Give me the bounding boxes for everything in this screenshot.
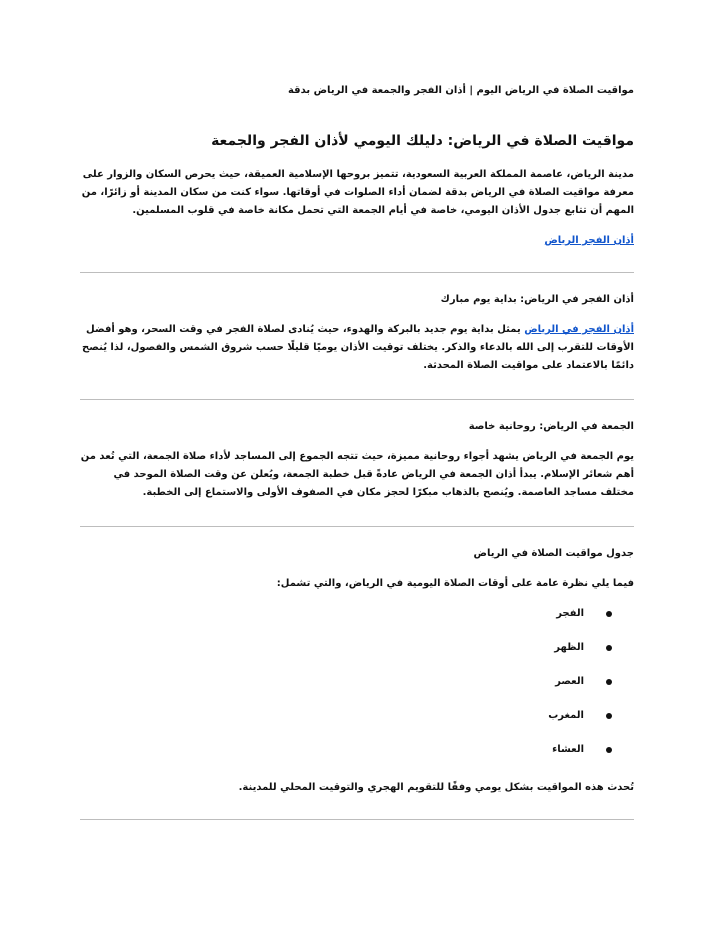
document-content: [80, 84, 634, 820]
section-divider: [80, 819, 634, 820]
bullet-icon: [606, 747, 612, 753]
fajr-paragraph: [80, 321, 634, 375]
schedule-section-title: جدول مواقيت الصلاة في الرياض: [473, 548, 634, 559]
fajr-inline-link[interactable]: أذان الفجر في الرياض: [524, 324, 634, 335]
list-item: [80, 743, 584, 777]
schedule-closing: تُحدث هذه المواقيت بشكل يومي وفقًا للتقويم الهجري والتوقيت المحلي للمدينة.: [238, 782, 634, 793]
bullet-icon: [606, 679, 612, 685]
list-item: [80, 641, 584, 675]
prayer-name: المغرب: [548, 710, 584, 721]
section-divider: [80, 272, 634, 273]
document-heading: مواقيت الصلاة في الرياض اليوم | أذان الفجر والجمعة في الرياض بدقة: [287, 85, 634, 96]
bullet-icon: [606, 713, 612, 719]
bullet-icon: [606, 645, 612, 651]
schedule-lead: فيما يلي نظرة عامة على أوقات الصلاة اليومية في الرياض، والتي تشمل:: [276, 578, 634, 589]
bullet-icon: [606, 611, 612, 617]
fajr-section-title: أذان الفجر في الرياض: بداية يوم مبارك: [440, 294, 634, 305]
page-title: مواقيت الصلاة في الرياض: دليلك اليومي لأذان الفجر والجمعة: [211, 133, 634, 149]
prayer-name: العصر: [555, 676, 584, 687]
section-divider: [80, 399, 634, 400]
prayer-name: الظهر: [554, 642, 584, 653]
prayer-list: [80, 607, 634, 777]
prayer-name: العشاء: [552, 744, 584, 755]
friday-section-title: الجمعة في الرياض: روحانية خاصة: [468, 421, 634, 432]
list-item: [80, 607, 584, 641]
section-divider: [80, 526, 634, 527]
intro-paragraph: مدينة الرياض، عاصمة المملكة العربية السعودية، تتميز بروحها الإسلامية العميقة، حيث يحرص السكان والزوار على معرفة مواقيت الصلاة في الرياض بدقة لضمان أداء الصلوات في أوقاتها. سواء كنت من سكان المدينة أو زائرًا، من المهم أن تتابع جدول الأذان اليومي، خاصة في أيام الجمعة التي تحمل مكانة خاصة في قلوب المسلمين.: [81, 169, 634, 216]
intro-link-line: [80, 234, 634, 248]
prayer-name: الفجر: [556, 608, 584, 619]
fajr-riyadh-link[interactable]: أذان الفجر الرياض: [544, 235, 634, 246]
friday-paragraph: يوم الجمعة في الرياض يشهد أجواء روحانية مميزة، حيث تتجه الجموع إلى المساجد لأداء صلاة الجمعة، التي تُعد من أهم شعائر الإسلام. يبدأ أذان الجمعة في الرياض عادةً قبل خطبة الجمعة، ويُعلن عن وقت الصلاة الموحد في مختلف مساجد العاصمة. ويُنصح بالذهاب مبكرًا لحجز مكان في الصفوف الأولى والاستماع إلى الخطبة.: [80, 451, 634, 498]
fajr-paragraph-text: يمثل بداية يوم جديد بالبركة والهدوء، حيث يُنادى لصلاة الفجر في وقت السحر، وهو أفضل الأوقات للتقرب إلى الله بالدعاء والذكر. يختلف توقيت الأذان يوميًا قليلًا حسب شروق الشمس والفصول، لذا يُنصح دائمًا بالاعتماد على مواقيت الصلاة المحدثة.: [82, 324, 634, 371]
list-item: [80, 675, 584, 709]
list-item: [80, 709, 584, 743]
